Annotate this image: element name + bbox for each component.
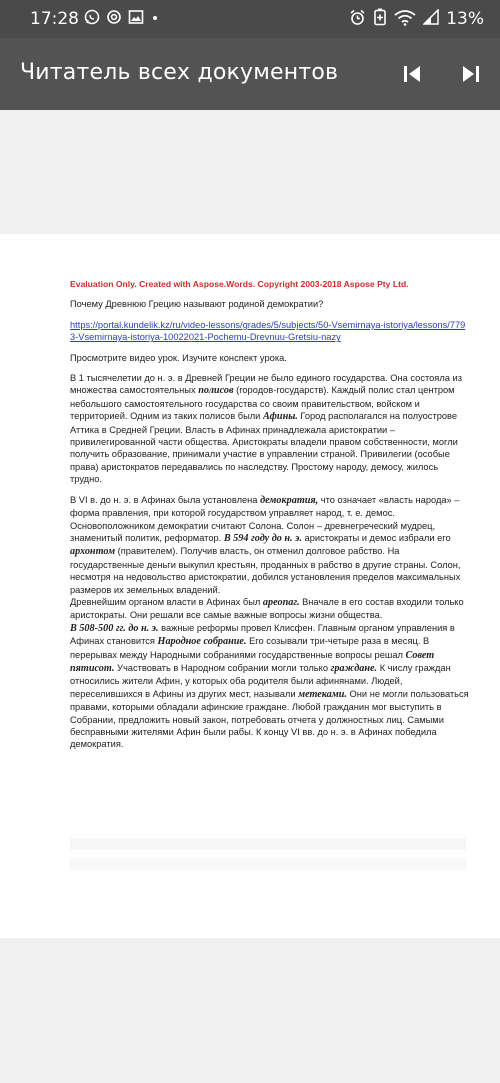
wifi-icon bbox=[394, 9, 416, 30]
paragraph-4: В 508-500 гг. до н. э. важные реформы провел Клисфен. Главным органом управления в Афинах становится Народное собрание. Его созывали три-четыре раза в месяц. В перерывах между Народными собраниями государственные вопросы решал Совет пятисот. Участвовать в Народном собрании могли только граждане. К числу граждан относились жители Афин, у которых оба родителя были афинянами. Людей, переселившихся в Афины из других мест, называли метеками. Они не могли пользоваться правами, которыми обладали афинские граждане. Любой гражданин мог выступить в Собрании, предложить новый закон, потребовать отчета у должностных лиц. Самыми бесправными жителями Афин были рабы. К концу VI вв. до н. э. в Афинах победила демократия. bbox=[70, 622, 469, 750]
term-archon: архонтом bbox=[70, 546, 116, 558]
term-citizens: граждане. bbox=[330, 662, 378, 674]
paragraph-1: В 1 тысячелетии до н. э. в Древней Греции не было единого государства. Она состояла из множества самостоятельных полисов (городов-государств). Каждый полис стал центром небольшого самостоятельного государства со своим правительством, войском и территорией. Одним из таких полисов были Афины. Город располагался на полуострове Аттика в Средней Греции. Власть в Афинах принадлежала аристократии – привилегированной части общества. Аристократы владели правом собственности, могли получить образование, принимали участие в управлении страной. Привилегии (особые права) аристократов передавались по наследству. Простому народу, демосу, жилось трудно. bbox=[70, 373, 462, 485]
status-time: 17:28 bbox=[30, 9, 79, 29]
term-594: В 594 году до н. э. bbox=[223, 532, 302, 544]
paragraph-3: Древнейшим органом власти в Афинах был ареопаг. Вначале в его состав входили только аристократы. Они решали все самые важные вопросы жизни общества. bbox=[70, 596, 464, 621]
question-text: Почему Древнюю Грецию называют родиной демократии? bbox=[70, 299, 324, 310]
paragraph-2: В VI в. до н. э. в Афинах была установлена демократия, что означает «власть народа» – форма правления, при которой государством управляет народ, т. е. демос. Основоположником демократии считают Солона. Солон – древнегреческий мудрец, знаменитый политик, реформатор. В 594 году до н. э. аристократы и демос избрали его архонтом (правителем). Получив власть, он отменил долговое рабство. На государственные деньги выкупил крестьян, проданных в рабство в другие страны. Солон, несмотря на недовольство аристократии, добился установления пределов максимальных размеров их земельных владений. bbox=[70, 494, 461, 595]
skip-next-icon bbox=[460, 63, 482, 85]
dot-icon bbox=[150, 9, 160, 29]
skip-previous-icon bbox=[401, 63, 423, 85]
term-athens: Афины. bbox=[262, 411, 298, 423]
term-democracy: демократия, bbox=[260, 494, 319, 506]
term-metics: метеками. bbox=[298, 688, 347, 700]
term-areopagus: ареопаг. bbox=[262, 596, 300, 608]
status-bar bbox=[0, 0, 500, 38]
alarm-icon bbox=[349, 9, 366, 30]
battery-saver-icon bbox=[373, 8, 387, 30]
term-polis: полисов bbox=[198, 385, 234, 397]
sync-icon bbox=[106, 9, 122, 29]
previous-document-button[interactable] bbox=[396, 58, 428, 90]
battery-percent: 13% bbox=[446, 9, 484, 29]
term-508-500: В 508-500 гг. до н. э. bbox=[70, 622, 159, 634]
image-icon bbox=[128, 9, 144, 29]
status-right-icons bbox=[349, 8, 484, 30]
empty-table-rows bbox=[70, 838, 466, 878]
instruction-text: Просмотрите видео урок. Изучите конспект урока. bbox=[70, 352, 287, 363]
term-council-500: Совет пятисот. bbox=[70, 649, 435, 674]
next-document-button[interactable] bbox=[455, 58, 487, 90]
document-page[interactable] bbox=[0, 234, 500, 938]
document-content bbox=[70, 278, 470, 759]
video-lesson-link[interactable]: https://portal.kundelik.kz/ru/video-lessons/grades/5/subjects/50-Vsemirnaya-istoriya/lessons/7793-Vsemirnaya-istoriya-10022021-Pochemu-Drevnuu-Gretsiu-nazy bbox=[70, 319, 466, 343]
app-title: Читатель всех документов bbox=[20, 60, 339, 85]
empty-row bbox=[70, 858, 466, 870]
signal-icon bbox=[423, 9, 439, 29]
whatsapp-icon bbox=[84, 9, 100, 29]
empty-row bbox=[70, 838, 466, 850]
term-assembly: Народное собрание. bbox=[157, 636, 247, 648]
evaluation-notice: Evaluation Only. Created with Aspose.Words. Copyright 2003-2018 Aspose Pty Ltd. bbox=[70, 279, 409, 289]
app-bar bbox=[0, 38, 500, 110]
status-left-icons bbox=[84, 9, 160, 29]
